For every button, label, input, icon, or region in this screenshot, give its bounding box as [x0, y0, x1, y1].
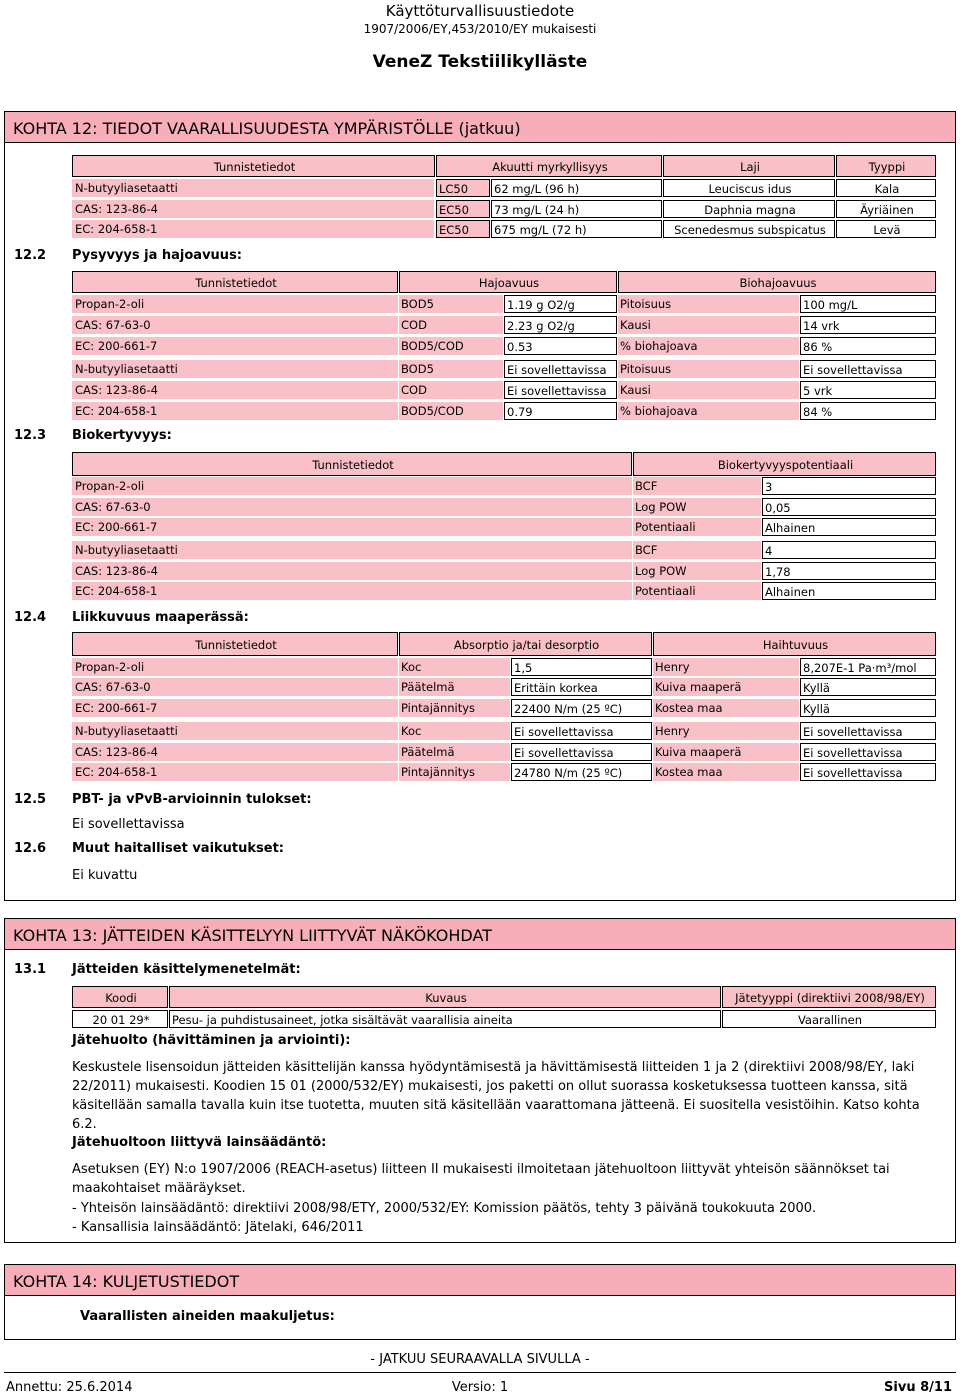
bioaccumulation-id: Propan-2-oli — [72, 477, 632, 495]
bioaccumulation-param: Log POW — [633, 562, 761, 580]
persistence-value: Ei sovellettavissa — [504, 360, 617, 378]
tox-type: Äyriäinen — [836, 200, 936, 218]
mobility-value: Erittäin korkea — [511, 678, 652, 696]
bioaccumulation-value: 1,78 — [762, 562, 936, 580]
persistence-header-biodegradation: Biohajoavuus — [618, 271, 936, 293]
tox-species: Daphnia magna — [663, 200, 835, 218]
mobility-id: CAS: 67-63-0 — [72, 678, 398, 696]
persistence-param: Pitoisuus — [618, 360, 799, 378]
section-12-3-title: Biokertyvyys: — [72, 428, 172, 443]
persistence-param: % biohajoava — [618, 402, 799, 420]
waste-legislation-title: Jätehuoltoon liittyvä lainsäädäntö: — [72, 1135, 327, 1150]
persistence-test: BOD5/COD — [399, 402, 503, 420]
mobility-param: Päätelmä — [399, 678, 510, 696]
mobility-volatility-param: Kuiva maaperä — [653, 743, 799, 761]
mobility-volatility-param: Kostea maa — [653, 763, 799, 781]
section-12-6-title: Muut haitalliset vaikutukset: — [72, 841, 285, 856]
product-name: VeneZ Tekstiilikylläste — [372, 52, 588, 72]
tox-species: Scenedesmus subspicatus — [663, 220, 835, 238]
persistence-value: 1.19 g O2/g — [504, 295, 617, 313]
mobility-param: Pintajännitys — [399, 699, 510, 717]
continue-note: - JATKUU SEURAAVALLA SIVULLA - — [370, 1352, 590, 1367]
regulation-reference: 1907/2006/EY,453/2010/EY mukaisesti — [363, 22, 597, 36]
mobility-value: Ei sovellettavissa — [511, 743, 652, 761]
waste-management-text: Keskustele lisensoidun jätteiden käsittelijän kanssa hyödyntämisestä ja hävittämisestä liitteiden 1 ja 2 (direktiivi 2008/98/EY, laki 22/2011) mukaisesti. Koodien 15 01 (2000/532/EY) mukaisesti, jos paketti on ollut suorassa kosketuksessa tuotteen kanssa, sitä käsitellään samalla tavalla kuin itse tuotetta, muuten sitä käsitellään vaarattomana jätteenä. Ei suositella vesistöihin. Katso kohta 6.2. — [72, 1060, 920, 1132]
persistence-param-value: 14 vrk — [800, 316, 936, 334]
waste-legislation-item: - Kansallisia lainsäädäntö: Jätelaki, 646/2011 — [72, 1220, 364, 1235]
mobility-param: Pintajännitys — [399, 763, 510, 781]
persistence-param-value: 84 % — [800, 402, 936, 420]
section-13-title: KOHTA 13: JÄTTEIDEN KÄSITTELYYN LIITTYVÄT NÄKÖKOHDAT — [4, 918, 956, 950]
bioaccumulation-param: Potentiaali — [633, 518, 761, 536]
page-number: Sivu 8/11 — [884, 1380, 952, 1395]
bioaccumulation-param: BCF — [633, 541, 761, 559]
mobility-value: 24780 N/m (25 ºC) — [511, 763, 652, 781]
persistence-test: BOD5 — [399, 295, 503, 313]
mobility-volatility-param: Kuiva maaperä — [653, 678, 799, 696]
footer-divider — [4, 1372, 956, 1373]
mobility-header-id: Tunnistetiedot — [72, 632, 398, 656]
persistence-value: Ei sovellettavissa — [504, 381, 617, 399]
bioaccumulation-value: 4 — [762, 541, 936, 559]
bioaccumulation-id: CAS: 67-63-0 — [72, 498, 632, 516]
bioaccumulation-header-potential: Biokertyvyyspotentiaali — [633, 452, 936, 476]
section-14-title: KOHTA 14: KULJETUSTIEDOT — [4, 1264, 956, 1296]
persistence-param-value: 100 mg/L — [800, 295, 936, 313]
waste-description: Pesu- ja puhdistusaineet, jotka sisältävät vaarallisia aineita — [169, 1010, 721, 1028]
persistence-value: 0.79 — [504, 402, 617, 420]
persistence-test: COD — [399, 381, 503, 399]
section-12-3-number: 12.3 — [14, 428, 47, 443]
persistence-param: Kausi — [618, 316, 799, 334]
persistence-param: % biohajoava — [618, 337, 799, 355]
section-12-6-text: Ei kuvattu — [72, 868, 138, 883]
tox-id: CAS: 123-86-4 — [72, 200, 434, 218]
bioaccumulation-value: Alhainen — [762, 582, 936, 600]
mobility-volatility-param: Henry — [653, 722, 799, 740]
mobility-param: Koc — [399, 722, 510, 740]
tox-header-species: Laji — [663, 155, 835, 177]
tox-test: LC50 — [436, 179, 490, 197]
persistence-param-value: Ei sovellettavissa — [800, 360, 936, 378]
mobility-volatility-value: 8,207E-1 Pa·m³/mol — [800, 658, 936, 676]
tox-type: Levä — [836, 220, 936, 238]
persistence-param-value: 5 vrk — [800, 381, 936, 399]
persistence-value: 2.23 g O2/g — [504, 316, 617, 334]
tox-value: 62 mg/L (96 h) — [491, 179, 662, 197]
mobility-value: 1,5 — [511, 658, 652, 676]
persistence-param: Pitoisuus — [618, 295, 799, 313]
mobility-id: CAS: 123-86-4 — [72, 743, 398, 761]
section-12-5-title: PBT- ja vPvB-arvioinnin tulokset: — [72, 792, 312, 807]
section-12-4-number: 12.4 — [14, 610, 47, 625]
waste-header-code: Koodi — [72, 986, 168, 1008]
section-12-6-number: 12.6 — [14, 841, 47, 856]
mobility-volatility-value: Ei sovellettavissa — [800, 722, 936, 740]
waste-type: Vaarallinen — [722, 1010, 936, 1028]
version-number: Versio: 1 — [451, 1380, 509, 1395]
bioaccumulation-id: CAS: 123-86-4 — [72, 562, 632, 580]
tox-type: Kala — [836, 179, 936, 197]
bioaccumulation-value: 3 — [762, 477, 936, 495]
mobility-id: EC: 200-661-7 — [72, 699, 398, 717]
tox-test: EC50 — [436, 220, 490, 238]
persistence-param: Kausi — [618, 381, 799, 399]
mobility-param: Päätelmä — [399, 743, 510, 761]
section-12-2-title: Pysyvyys ja hajoavuus: — [72, 248, 243, 263]
mobility-volatility-value: Ei sovellettavissa — [800, 743, 936, 761]
waste-header-description: Kuvaus — [169, 986, 721, 1008]
mobility-id: EC: 204-658-1 — [72, 763, 398, 781]
waste-management-title: Jätehuolto (hävittäminen ja arviointi): — [72, 1033, 351, 1048]
tox-value: 73 mg/L (24 h) — [491, 200, 662, 218]
document-title: Käyttöturvallisuustiedote — [385, 2, 575, 20]
persistence-test: BOD5/COD — [399, 337, 503, 355]
tox-header-type: Tyyppi — [836, 155, 936, 177]
persistence-id: EC: 204-658-1 — [72, 402, 398, 420]
mobility-header-volatility: Haihtuvuus — [653, 632, 936, 656]
section-12-5-number: 12.5 — [14, 792, 47, 807]
persistence-test: BOD5 — [399, 360, 503, 378]
bioaccumulation-value: 0,05 — [762, 498, 936, 516]
waste-legislation-item: - Yhteisön lainsäädäntö: direktiivi 2008/98/ETY, 2000/532/EY: Komission päätös, tehty 3 päivänä toukokuuta 2000. — [72, 1201, 817, 1216]
mobility-id: N-butyyliasetaatti — [72, 722, 398, 740]
bioaccumulation-id: N-butyyliasetaatti — [72, 541, 632, 559]
persistence-value: 0.53 — [504, 337, 617, 355]
persistence-id: N-butyyliasetaatti — [72, 360, 398, 378]
section-13-1-title: Jätteiden käsittelymenetelmät: — [72, 962, 301, 977]
bioaccumulation-id: EC: 200-661-7 — [72, 518, 632, 536]
bioaccumulation-header-id: Tunnistetiedot — [72, 452, 632, 476]
mobility-header-absorption: Absorptio ja/tai desorptio — [399, 632, 652, 656]
section-12-title: KOHTA 12: TIEDOT VAARALLISUUDESTA YMPÄRISTÖLLE (jatkuu) — [4, 111, 956, 143]
tox-test: EC50 — [436, 200, 490, 218]
mobility-volatility-value: Kyllä — [800, 699, 936, 717]
waste-legislation-text: Asetuksen (EY) N:o 1907/2006 (REACH-asetus) liitteen II mukaisesti ilmoitetaan jätehuoltoon liittyvät yhteisön säännökset tai maakohtaiset määräykset. — [72, 1162, 890, 1196]
tox-species: Leuciscus idus — [663, 179, 835, 197]
persistence-header-id: Tunnistetiedot — [72, 271, 398, 293]
tox-id: N-butyyliasetaatti — [72, 179, 434, 197]
section-12-4-title: Liikkuvuus maaperässä: — [72, 610, 249, 625]
mobility-volatility-param: Kostea maa — [653, 699, 799, 717]
persistence-id: Propan-2-oli — [72, 295, 398, 313]
tox-value: 675 mg/L (72 h) — [491, 220, 662, 238]
bioaccumulation-id: EC: 204-658-1 — [72, 582, 632, 600]
bioaccumulation-param: Log POW — [633, 498, 761, 516]
mobility-volatility-value: Kyllä — [800, 678, 936, 696]
section-12-5-text: Ei sovellettavissa — [72, 817, 185, 832]
section-14-subtitle: Vaarallisten aineiden maakuljetus: — [80, 1309, 335, 1324]
persistence-id: EC: 200-661-7 — [72, 337, 398, 355]
persistence-id: CAS: 123-86-4 — [72, 381, 398, 399]
waste-code: 20 01 29* — [72, 1010, 168, 1028]
section-13-1-number: 13.1 — [14, 962, 47, 977]
mobility-value: Ei sovellettavissa — [511, 722, 652, 740]
bioaccumulation-value: Alhainen — [762, 518, 936, 536]
waste-header-type: Jätetyyppi (direktiivi 2008/98/EY) — [722, 986, 936, 1008]
section-12-2-number: 12.2 — [14, 248, 47, 263]
mobility-value: 22400 N/m (25 ºC) — [511, 699, 652, 717]
persistence-test: COD — [399, 316, 503, 334]
mobility-param: Koc — [399, 658, 510, 676]
bioaccumulation-param: BCF — [633, 477, 761, 495]
tox-header-id: Tunnistetiedot — [72, 155, 435, 177]
mobility-volatility-param: Henry — [653, 658, 799, 676]
persistence-id: CAS: 67-63-0 — [72, 316, 398, 334]
tox-id: EC: 204-658-1 — [72, 220, 434, 238]
persistence-header-degradation: Hajoavuus — [399, 271, 617, 293]
persistence-param-value: 86 % — [800, 337, 936, 355]
mobility-volatility-value: Ei sovellettavissa — [800, 763, 936, 781]
tox-header-acute: Akuutti myrkyllisyys — [436, 155, 662, 177]
issue-date: Annettu: 25.6.2014 — [6, 1380, 133, 1395]
mobility-id: Propan-2-oli — [72, 658, 398, 676]
bioaccumulation-param: Potentiaali — [633, 582, 761, 600]
